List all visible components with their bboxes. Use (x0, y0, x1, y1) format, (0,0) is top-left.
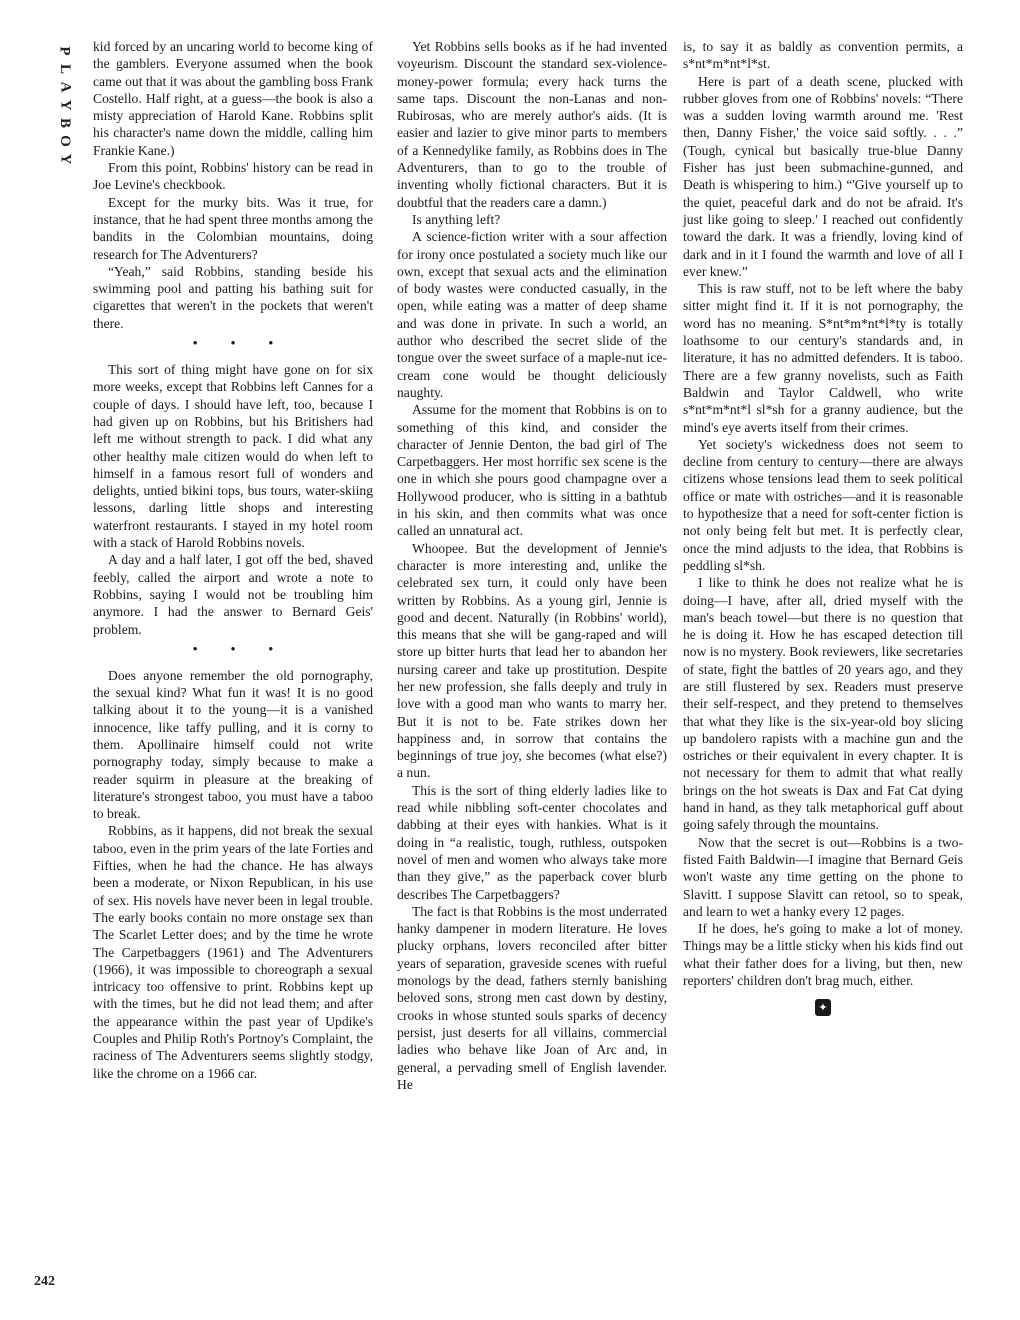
column-middle (397, 38, 667, 1093)
masthead (52, 42, 78, 168)
page-number: 242 (34, 1274, 55, 1289)
paragraph: This sort of thing might have gone on for six more weeks, except that Robbins left Cannes for a couple of days. I should have left, too, because I had given up on Robbins, but his Britishers had left me without strength to pack. I did what any other healthy male citizen would do when left to himself in a famous resort full of wonders and delights, untied bikini tops, bus tours, water-skiing lessons, darling little shops and interesting waterfront restaurants. I stayed in my hotel room with a stack of Harold Robbins novels. (93, 362, 373, 551)
masthead-letter: A (57, 81, 73, 93)
paragraph: If he does, he's going to make a lot of money. Things may be a little sticky when his kids find out what their father does for a living, but then, new reporters' children don't brag much, either. (683, 921, 963, 989)
paragraph: Assume for the moment that Robbins is on to something of this kind, and consider the character of Jennie Denton, the bad girl of The Carpetbaggers. Her most horrific sex scene is the one in which she pours good champagne over a Hollywood producer, who is sitting in a bathtub in his skin, and then commits what was once called an unnatural act. (397, 402, 667, 539)
paragraph: I like to think he does not realize what he is doing—I have, after all, dried myself with the man's beach towel—but there is no question that he is doing it. How he has escaped detection till now is no mystery. Book reviewers, like secretaries of state, fight the battles of 20 years ago, and they are still flustered by sex. Readers must preserve their self-respect, and they pretend to themselves that what they like is the six-year-old boy slicing up bandolero rapists with a machine gun and the ostriches or their equivalent in every chapter. It is not necessary for them to admit that what really brings on the hot sweats is Dax and Fat Cat dying hand in hand, as they talk metaphorical guff about going safely through the mountains. (683, 575, 963, 833)
masthead-letter: L (56, 63, 73, 75)
paragraph: Does anyone remember the old pornography, the sexual kind? What fun it was! It is no good talking about it to the young—it is a vanished innocence, like taffy pulling, and it is corny to them. Apollinaire himself could not write pornography today, simply because to make a reader squirm in pleasure at the breaking of literature's strongest taboo, you must have a taboo to break. (93, 667, 373, 822)
paragraph: is, to say it as baldly as convention permits, a s*nt*m*nt*l*st. (683, 39, 963, 72)
masthead-letter: O (56, 135, 73, 147)
paragraph: Whoopee. But the development of Jennie's character is more interesting and, unlike the celebrated sex turn, it could only have been written by Robbins. As a young girl, Jennie is good and decent. Naturally (in Robbins' world), this means that she will be gang-raped and will store up bitter hurts that lead her to abandon her nursing career and take up prostitution. Despite her new profession, she falls deeply and truly in love with a good man who wants to marry her. But it is not to be. Fate strikes down her happiness and, in sorrow that contains the beginnings of true joy, she becomes (what else?) a nun. (397, 540, 667, 781)
paragraph: The fact is that Robbins is the most underrated hanky dampener in modern literature. He loves plucky orphans, lovers reconciled after bitter years of separation, graveside scenes with rueful monologs by the dead, fathers sternly banishing beloved sons, strong men cast down by destiny, crooks in whose stunted souls sparks of decency persist, just deserts for all villains, commercial ladies who behave like Joan of Arc and, in general, a pervading smell of English lavender. He (397, 903, 667, 1092)
paragraph: kid forced by an uncaring world to become king of the gamblers. Everyone assumed when the book came out that it was about the gambling boss Frank Costello. Half right, at a guess—the book is also a misty appreciation of Harold Kane. Robbins split his character's name down the middle, calling him Frankie Kane.) (93, 39, 373, 158)
paragraph: Robbins, as it happens, did not break the sexual taboo, even in the prim years of the late Forties and Fifties, when he had the chance. He has always been a moderate, or Nixon Republican, in his use of sex. His novels have never been in legal trouble. The early books contain no more onstage sex than The Scarlet Letter does; and by the time he wrote The Carpetbaggers (1961) and The Adventurers (1966), it was impossible to choreograph a sexual intricacy too offensive to print. Robbins kept up with the times, but he did not lead them; and after the appearance within the past year of Updike's Couples and Philip Roth's Portnoy's Complaint, the raciness of The Adventurers seems slightly stodgy, like the chrome on a 1966 car. (93, 823, 373, 1081)
masthead-letter: P (56, 46, 73, 56)
paragraph: Yet Robbins sells books as if he had invented voyeurism. Discount the standard sex-violence-money-power formula; every hack turns the same taps. Discount the non-Lanas and non-Rubirosas, who are merely author's aids. (It is easier and lazier to give minor parts to members of a Kennedylike family, as Robbins does in The Adventurers, than to go to the trouble of inventing wholly fictional characters. But it is doubtful that the readers care a damn.) (397, 39, 667, 210)
paragraph: From this point, Robbins' history can be read in Joe Levine's checkbook. (93, 160, 373, 193)
column-right (683, 38, 963, 1016)
masthead-letter: Y (57, 99, 73, 111)
section-break: • • • (192, 640, 289, 656)
paragraph: A day and a half later, I got off the bed, shaved feebly, called the airport and wrote a note to Robbins, saying I would not be troubling him anymore. I had the answer to Bernard Geis' problem. (93, 552, 373, 637)
paragraph: A science-fiction writer with a sour affection for irony once postulated a society much like our own, except that sexual acts and the elimination of body wastes were conducted casually, in the open, while eating was a matter of deep shame and was done in private. In such a world, an author who described the secret slide of the tongue over the sweet surface of a maple-nut ice-cream cone would be thought deliciously naughty. (397, 229, 667, 400)
paragraph: “Yeah,” said Robbins, standing beside his swimming pool and patting his bathing suit for cigarettes that weren't in the pockets that weren't there. (93, 263, 373, 331)
paragraph: Yet society's wickedness does not seem to decline from century to century—there are always citizens whose tensions lead them to seek political office or mate with ostriches—and it is reasonable to hypothesize that a need for soft-center fiction is not only being felt but met. It is perfectly clear, once the mind adjusts to the idea, that Robbins is peddling sl*sh. (683, 436, 963, 573)
masthead-letter: B (56, 117, 73, 129)
paragraph: Here is part of a death scene, plucked with rubber gloves from one of Robbins' novels: “There was a sudden loving warmth around me. 'Rest then, Danny Fisher,' the voice said softly. . . .” (Tough, cynical but basically true-blue Danny Fisher has just been submachine-gunned, and Death is whispering to him.) “'Give yourself up to the quiet, peaceful dark and do not be afraid. It's just like going to sleep.' I reached out confidently toward the dark. It was a friendly, loving kind of dark and in it I found the warmth and love of all I ever knew.” (683, 73, 963, 279)
masthead-letter: Y (57, 153, 73, 165)
paragraph: Except for the murky bits. Was it true, for instance, that he had spent three months among the bandits in the Colombian mountains, doing research for The Adventurers? (93, 194, 373, 262)
bunny-icon: ✦ (815, 999, 831, 1016)
paragraph: Is anything left? (412, 211, 501, 227)
column-left (93, 38, 373, 1082)
paragraph: This is raw stuff, not to be left where the baby sitter might find it. If it is not pornography, the word has no meaning. S*nt*m*nt*l*ty is totally loathsome to our century's standards and, in literature, it has no admitted defenders. It is taboo. There are a few granny novelists, such as Faith Baldwin and Taylor Caldwell, who write s*nt*m*nt*l sl*sh for a granny audience, but the mind's eye averts itself from their crimes. (683, 281, 963, 435)
section-break: • • • (192, 335, 289, 351)
paragraph: Now that the secret is out—Robbins is a two-fisted Faith Baldwin—I imagine that Bernard Geis won't waste any time getting on the phone to Slavitt. I suppose Slavitt can retool, so to speak, and learn to wet a hanky every 12 pages. (683, 834, 963, 919)
paragraph: This is the sort of thing elderly ladies like to read while nibbling soft-center chocolates and dabbing at their eyes with hankies. What is it doing in “a realistic, tough, ruthless, outspoken novel of men and women who always take more than they give,” as the paperback cover blurb describes The Carpetbaggers? (397, 782, 667, 902)
